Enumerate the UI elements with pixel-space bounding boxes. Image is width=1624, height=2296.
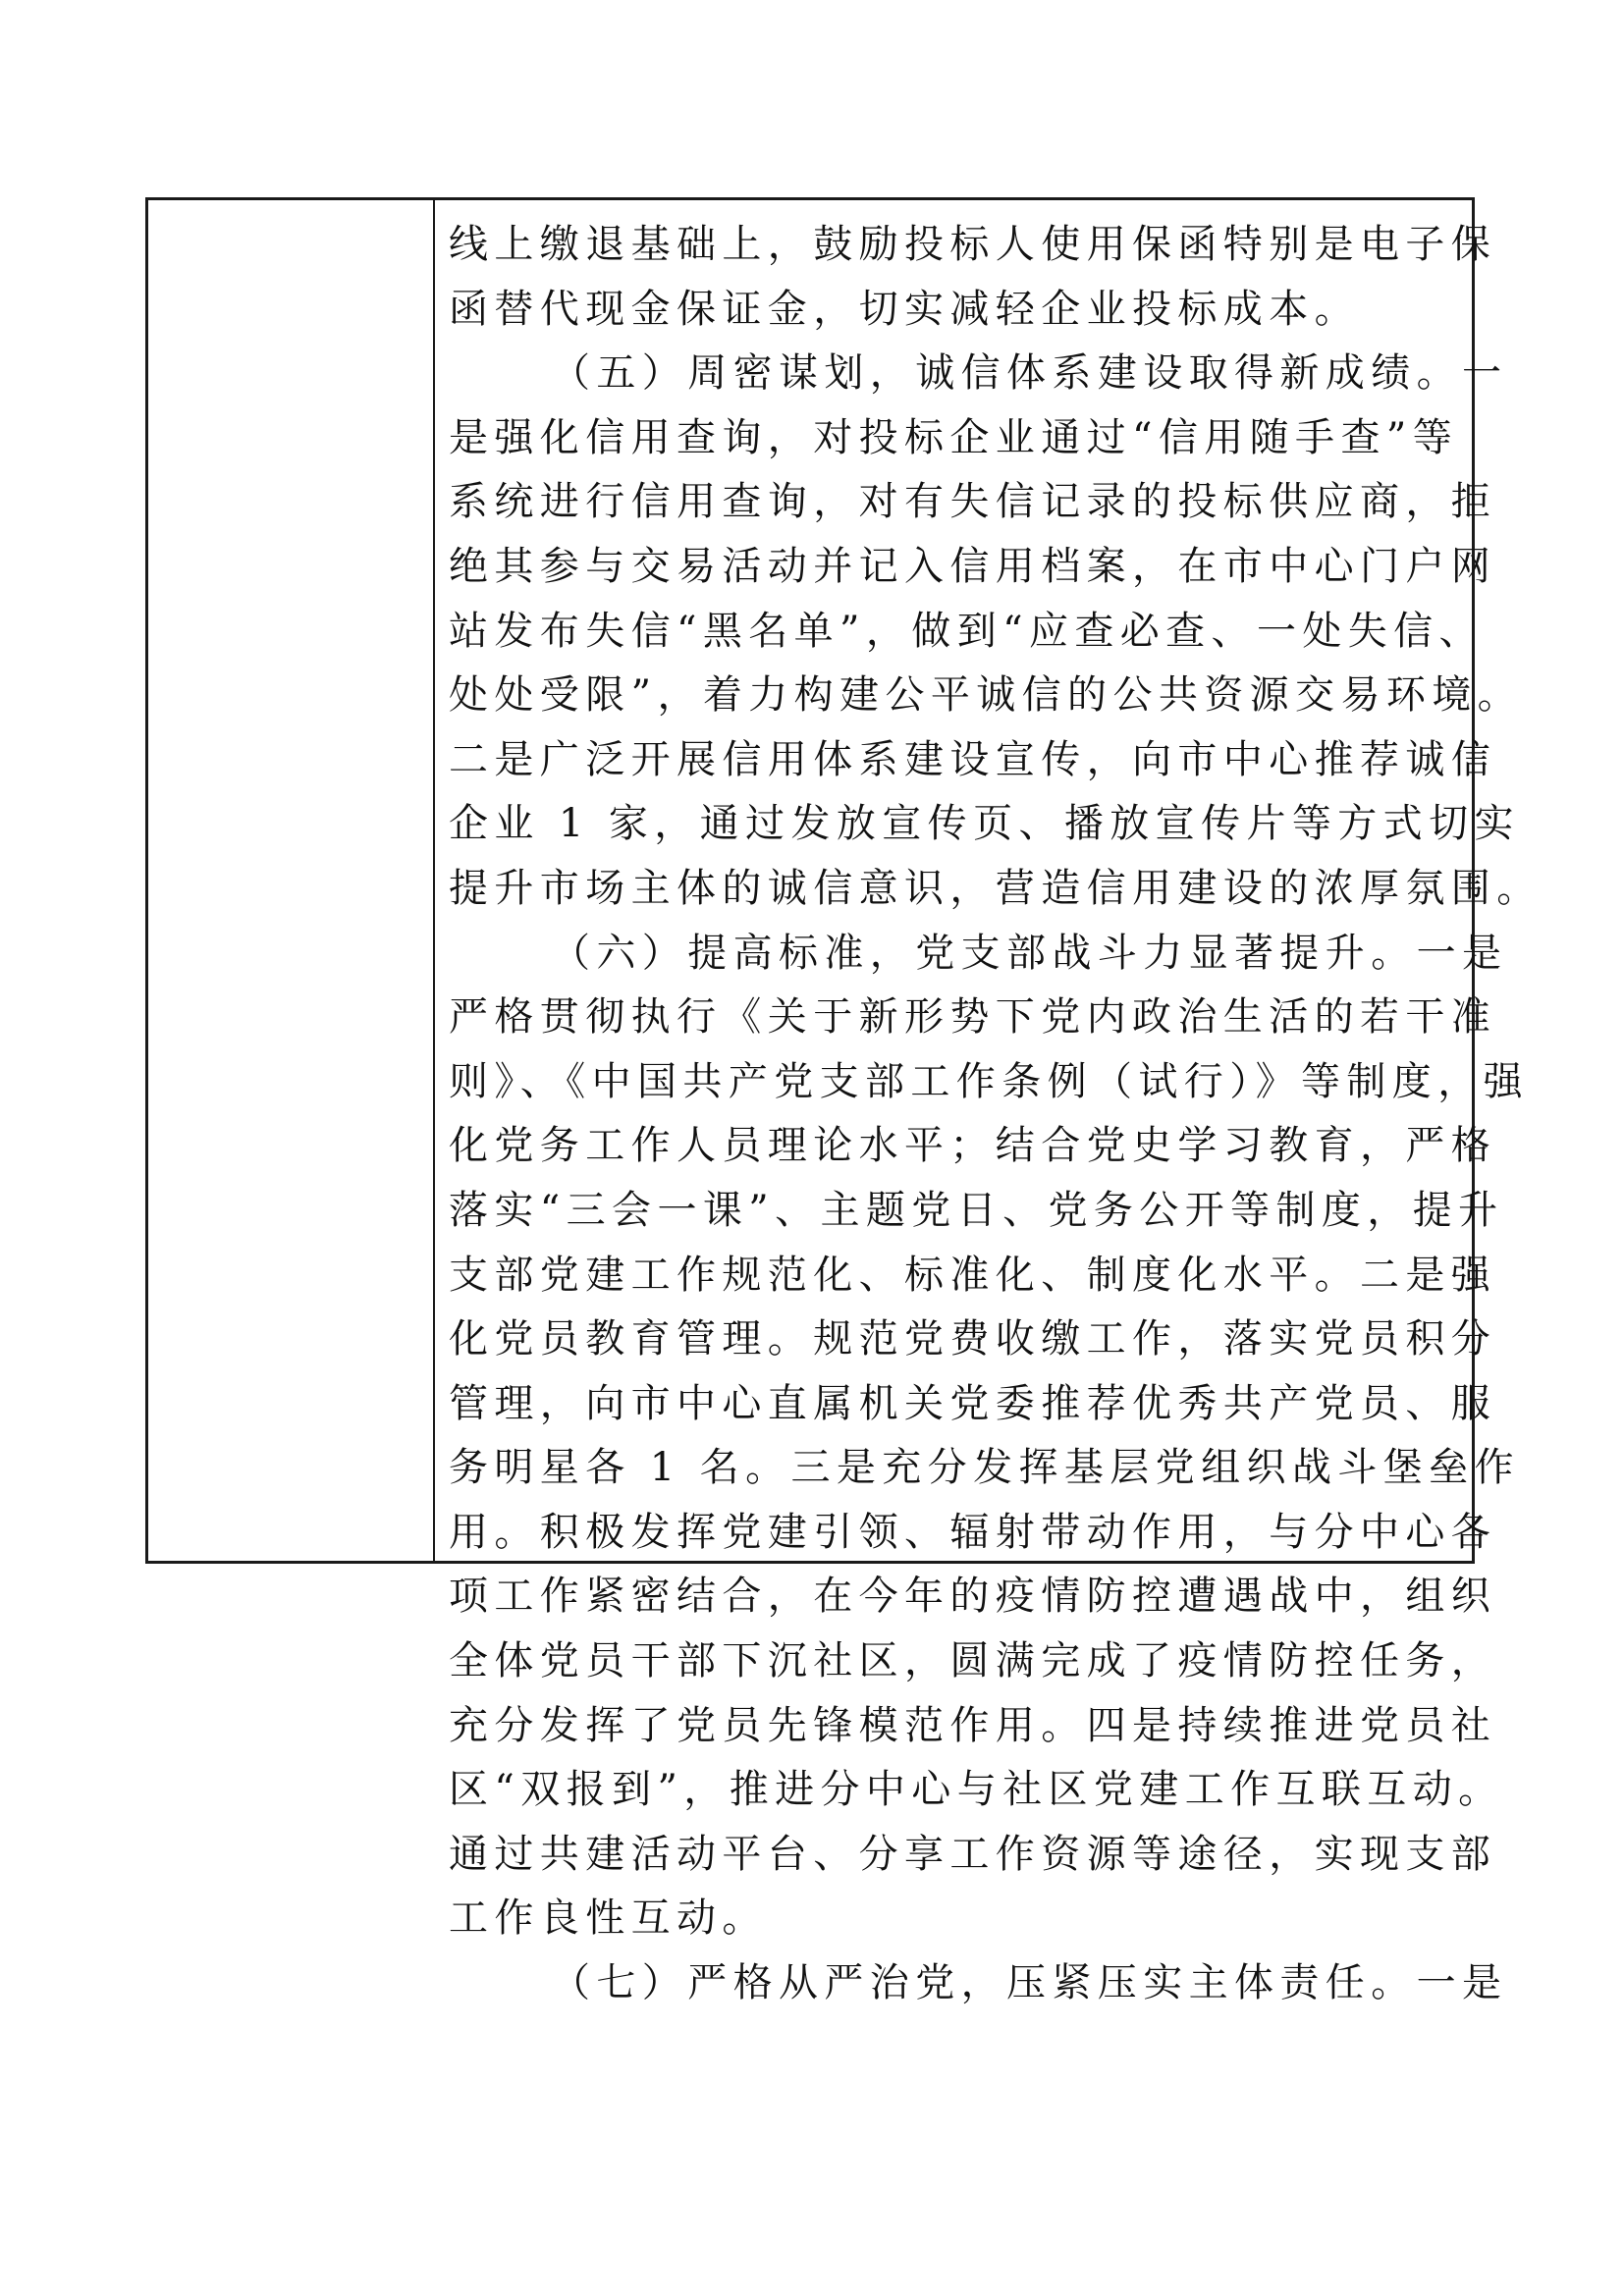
text-line: 通过共建活动平台、分享工作资源等途径，实现支部 (449, 1831, 1497, 1877)
text-line: 则》、《中国共产党支部工作条例（试行）》等制度，强 (449, 1058, 1529, 1104)
text-line: 站发布失信“黑名单”，做到“应查必查、一处失信、 (449, 608, 1485, 654)
text-line: 化党务工作人员理论水平；结合党史学习教育，严格 (449, 1123, 1497, 1169)
text-line: 用。积极发挥党建引领、辐射带动作用，与分中心各 (449, 1509, 1497, 1555)
text-line: 提升市场主体的诚信意识，营造信用建设的浓厚氛围。 (449, 865, 1543, 911)
text-line: 绝其参与交易活动并记入信用档案，在市中心门户网 (449, 543, 1497, 589)
text-line: 项工作紧密结合，在今年的疫情防控遭遇战中，组织 (449, 1574, 1497, 1620)
body-text-cell (435, 200, 1564, 2006)
content-table (145, 197, 1543, 2006)
section-heading-line: （七）严格从严治党，压紧压实主体责任。一是 (551, 1960, 1508, 2006)
text-line: 线上缴退基础上，鼓励投标人使用保函特别是电子保 (449, 222, 1497, 267)
text-line: 企业 1 家，通过发放宣传页、播放宣传片等方式切实 (449, 801, 1520, 847)
left-label-cell (148, 200, 435, 1561)
section-heading-line: （五）周密谋划，诚信体系建设取得新成绩。一 (551, 350, 1508, 397)
text-line: 支部党建工作规范化、标准化、制度化水平。二是强 (449, 1252, 1497, 1298)
text-line: 区“双报到”，推进分中心与社区党建工作互联互动。 (449, 1767, 1504, 1813)
text-line: 处处受限”，着力构建公平诚信的公共资源交易环境。 (449, 672, 1524, 719)
text-line: 二是广泛开展信用体系建设宣传，向市中心推荐诚信 (449, 736, 1497, 782)
text-line: 全体党员干部下沉社区，圆满完成了疫情防控任务， (449, 1638, 1497, 1684)
text-line: 化党员教育管理。规范党费收缴工作，落实党员积分 (449, 1316, 1497, 1362)
text-line: 函替代现金保证金，切实减轻企业投标成本。 (449, 286, 1360, 332)
text-line: 是强化信用查询，对投标企业通过“信用随手查”等 (449, 414, 1459, 460)
text-line: 严格贯彻执行《关于新形势下党内政治生活的若干准 (449, 994, 1497, 1041)
text-line: 落实“三会一课”、主题党日、党务公开等制度，提升 (449, 1187, 1504, 1233)
text-line: 工作良性互动。 (449, 1896, 768, 1942)
text-line: 充分发挥了党员先锋模范作用。四是持续推进党员社 (449, 1702, 1497, 1748)
text-line: 系统进行信用查询，对有失信记录的投标供应商，拒 (449, 479, 1497, 525)
section-heading-line: （六）提高标准，党支部战斗力显著提升。一是 (551, 930, 1508, 976)
text-line: 务明星各 1 名。三是充分发挥基层党组织战斗堡垒作 (449, 1445, 1520, 1491)
text-line: 管理，向市中心直属机关党委推荐优秀共产党员、服 (449, 1380, 1497, 1426)
